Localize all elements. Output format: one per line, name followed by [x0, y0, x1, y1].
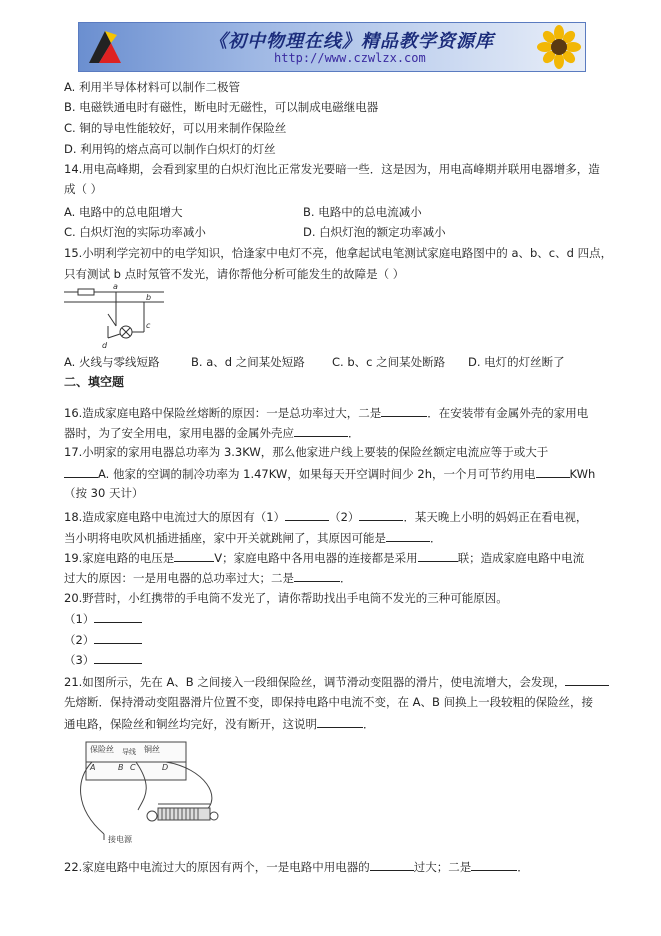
q22-blank-2[interactable]	[471, 858, 517, 871]
q13-option-b: B. 电磁铁通电时有磁性，断电时无磁性，可以制成电磁继电器	[64, 100, 379, 114]
q18-text-2: （2）	[329, 510, 360, 524]
q21-text-1: 21.如图所示，先在 A、B 之间接入一段细保险丝，调节滑动变阻器的滑片，使电流增大，会发现，	[64, 675, 566, 689]
q17-line2	[64, 465, 595, 482]
q14-option-b: B. 电路中的总电流减小	[303, 205, 422, 219]
q21-blank-2[interactable]	[317, 715, 363, 728]
q17-text-3: KWh	[569, 467, 596, 481]
q21-blank-1[interactable]	[565, 673, 609, 686]
q15-label-c: c	[146, 321, 151, 330]
q18-blank-2[interactable]	[359, 508, 403, 521]
q18-text-3: ．某天晚上小明的妈妈正在看电视，	[403, 510, 588, 524]
q15-label-a: a	[113, 282, 118, 291]
q20-blank-1[interactable]	[94, 610, 142, 623]
q15-option-d: D. 电灯的灯丝断了	[468, 355, 565, 369]
q19-blank-2[interactable]	[418, 549, 458, 562]
q20-item-2	[64, 631, 142, 648]
q20-label-3: （3）	[64, 653, 95, 667]
q18-text-4: 当小明将电吹风机插进插座，家中开关就跳闸了，其原因可能是	[64, 531, 386, 545]
q13-option-d: D. 利用钨的熔点高可以制作白炽灯的灯丝	[64, 142, 276, 156]
q19-blank-1[interactable]	[174, 549, 214, 562]
q20-blank-2[interactable]	[94, 631, 142, 644]
q21-label-C: C	[130, 763, 136, 772]
q15-option-c: C. b、c 之间某处断路	[332, 355, 446, 369]
q22-blank-1[interactable]	[370, 858, 414, 871]
q16-line1	[64, 404, 588, 421]
q20-label-1: （1）	[64, 612, 95, 626]
logo-icon	[85, 27, 125, 67]
q19-blank-3[interactable]	[294, 569, 340, 582]
q21-line2: 先熔断．保持滑动变阻器滑片位置不变，即保持电路中电流不变，在 A、B 间换上一段较粗的保险丝，接	[64, 695, 594, 709]
q20-item-3	[64, 651, 142, 668]
q19-text-4: 过大的原因：一是用电器的总功率过大；二是	[64, 571, 294, 585]
q14-stem-line1: 14.用电高峰期，会看到家里的白炽灯泡比正常发光要暗一些．这是因为，用电高峰期并联用电器增多，造	[64, 162, 600, 176]
q13-option-a: A. 利用半导体材料可以制作二极管	[64, 80, 240, 94]
sunflower-icon	[537, 25, 581, 69]
q17-blank-1[interactable]	[64, 465, 98, 478]
q15-option-a: A. 火线与零线短路	[64, 355, 160, 369]
q22-text-3: ．	[517, 860, 529, 874]
q21-label-B: B	[118, 763, 124, 772]
q19-text-1: 19.家庭电路的电压是	[64, 551, 175, 565]
q19-line1	[64, 549, 584, 566]
q19-text-2: V；家庭电路中各用电器的连接都是采用	[214, 551, 418, 565]
q21-line3	[64, 715, 375, 732]
q21-text-4: ．	[363, 717, 375, 731]
q15-label-b: b	[146, 293, 152, 302]
q16-text-4: ．	[348, 426, 360, 440]
q15-label-d: d	[102, 341, 108, 350]
q20-item-1	[64, 610, 142, 627]
q18-blank-1[interactable]	[285, 508, 329, 521]
q15-circuit-figure	[64, 282, 174, 352]
q17-text-2: A. 他家的空调的制冷功率为 1.47KW，如果每天开空调时间少 2h，一个月可节约用电	[98, 467, 536, 481]
q18-text-5: ．	[430, 531, 442, 545]
q16-text-1: 16.造成家庭电路中保险丝熔断的原因：一是总功率过大，二是	[64, 406, 382, 420]
q19-text-5: ．	[340, 571, 352, 585]
q15-option-b: B. a、d 之间某处短路	[191, 355, 305, 369]
q21-label-fuse: 保险丝	[90, 745, 114, 754]
q20-label-2: （2）	[64, 633, 95, 647]
q21-label-wire: 导线	[122, 748, 136, 756]
q22-text-2: 过大；二是	[413, 860, 472, 874]
q14-stem-line2: 成（ ）	[64, 182, 103, 196]
q21-apparatus-figure	[74, 738, 234, 848]
q18-text-1: 18.造成家庭电路中电流过大的原因有（1）	[64, 510, 286, 524]
q16-blank-1[interactable]	[381, 404, 427, 417]
header-banner	[78, 22, 586, 72]
q17-line1: 17.小明家的家用电器总功率为 3.3KW，那么他家进户线上要装的保险丝额定电流应等于或大于	[64, 445, 549, 459]
q17-blank-2[interactable]	[536, 465, 570, 478]
q14-option-a: A. 电路中的总电阻增大	[64, 205, 183, 219]
q21-label-copper: 铜丝	[144, 745, 160, 754]
q18-blank-3[interactable]	[386, 529, 430, 542]
q17-line3: （按 30 天计）	[64, 486, 144, 500]
q22-line1	[64, 858, 529, 875]
q18-line2	[64, 529, 442, 546]
q15-stem-line1: 15.小明利学完初中的电学知识，恰逢家中电灯不亮，他拿起试电笔测试家庭电路图中的 a、b、c、d 四点，	[64, 246, 613, 260]
q21-text-3: 通电路，保险丝和铜丝均完好，没有断开，这说明	[64, 717, 317, 731]
q20-stem: 20.野营时，小红携带的手电筒不发光了，请你帮助找出手电筒不发光的三种可能原因。	[64, 591, 508, 605]
q13-option-c: C. 铜的导电性能较好，可以用来制作保险丝	[64, 121, 287, 135]
q14-option-d: D. 白炽灯泡的额定功率减小	[303, 225, 446, 239]
q16-text-3: 器时，为了安全用电，家用电器的金属外壳应	[64, 426, 294, 440]
q15-stem-line2: 只有测试 b 点时氖管不发光，请你帮他分析可能发生的故障是（ ）	[64, 267, 405, 281]
banner-url: http://www.czwlzx.com	[274, 51, 426, 65]
q22-text-1: 22.家庭电路中电流过大的原因有两个，一是电路中用电器的	[64, 860, 370, 874]
q21-line1	[64, 673, 609, 690]
q16-line2	[64, 424, 360, 441]
q19-text-3: 联；造成家庭电路中电流	[457, 551, 585, 565]
q18-line1	[64, 508, 587, 525]
q21-label-D: D	[162, 763, 169, 772]
q21-label-power: 接电源	[108, 835, 132, 844]
q16-blank-2[interactable]	[294, 424, 348, 437]
section-title-fill-blank: 二、填空题	[64, 375, 125, 389]
q20-blank-3[interactable]	[94, 651, 142, 664]
q16-text-2: ．在安装带有金属外壳的家用电	[427, 406, 589, 420]
q19-line2	[64, 569, 352, 586]
q21-label-A: A	[90, 763, 96, 772]
banner-title: 《初中物理在线》精品教学资源库	[209, 31, 494, 52]
q14-option-c: C. 白炽灯泡的实际功率减小	[64, 225, 206, 239]
